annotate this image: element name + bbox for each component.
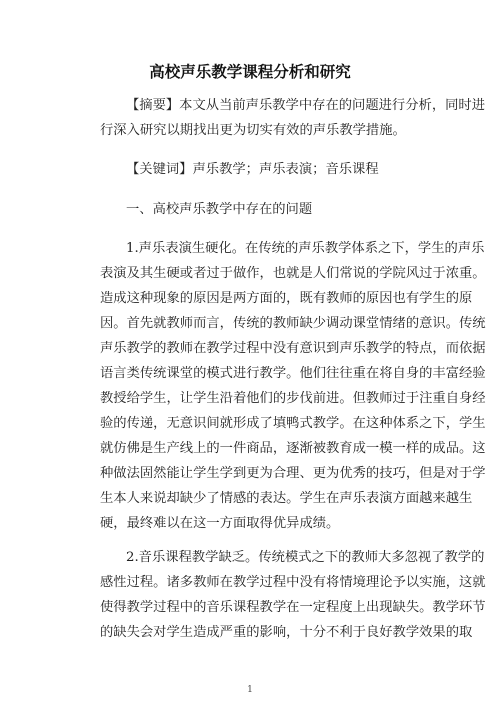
paragraph-line: 教授给学生，让学生沿着他们的步伐前进。但教师过于注重自身经	[100, 391, 486, 406]
paragraph-line: 声乐教学的教师在教学过程中没有意识到声乐教学的特点，而依据	[100, 341, 486, 356]
abstract-line: 行深入研究以期找出更为切实有效的声乐教学措施。	[100, 123, 406, 138]
paragraph-line: 就仿佛是生产线上的一件商品，逐渐被教育成一模一样的成品。这	[100, 441, 486, 456]
section-heading-text: 一、高校声乐教学中存在的问题	[126, 202, 313, 217]
paragraph-line: 2.音乐课程教学缺乏。传统模式之下的教师大多忽视了教学的	[126, 550, 485, 565]
paragraph-line: 的缺失会对学生造成严重的影响，十分不利于良好教学效果的取	[100, 625, 473, 640]
paragraph-line: 因。首先就教师而言，传统的教师缺少调动课堂情绪的意识。传统	[100, 316, 486, 331]
paragraph-line: 生本人来说却缺少了情感的表达。学生在声乐表演方面越来越生	[100, 491, 473, 506]
paragraph-line: 感性过程。诸多教师在教学过程中没有将情境理论予以实施，这就	[100, 575, 486, 590]
paragraph-line: 验的传递，无意识间就形成了填鸭式教学。在这种体系之下，学生	[100, 416, 486, 431]
paragraph-line: 种做法固然能让学生学到更为合理、更为优秀的技巧，但是对于学	[100, 466, 486, 481]
abstract-paragraph	[100, 93, 486, 143]
document-title: 高校声乐教学课程分析和研究	[149, 63, 351, 81]
paragraph-line: 语言类传统课堂的模式进行教学。他们往往重在将自身的丰富经验	[100, 366, 486, 381]
section-heading	[100, 197, 401, 222]
paragraph-line: 1.声乐表演生硬化。在传统的声乐教学体系之下，学生的声乐	[126, 241, 485, 256]
paragraph-line: 表演及其生硬或者过于做作，也就是人们常说的学院风过于浓重。	[100, 266, 486, 281]
keywords-paragraph	[100, 157, 401, 182]
page-number: 1	[247, 685, 253, 695]
abstract-line: 【摘要】本文从当前声乐教学中存在的问题进行分析，同时进	[126, 98, 486, 113]
paragraph-line: 造成这种现象的原因是两方面的，既有教师的原因也有学生的原	[100, 291, 473, 306]
paragraph-line: 硬，最终难以在这一方面取得优异成绩。	[100, 516, 340, 531]
body-paragraph-1	[100, 236, 486, 536]
body-paragraph-2	[100, 545, 486, 645]
keywords-line: 【关键词】声乐教学；声乐表演；音乐课程	[126, 162, 379, 177]
paragraph-line: 使得教学过程中的音乐课程教学在一定程度上出现缺失。教学环节	[100, 600, 486, 615]
